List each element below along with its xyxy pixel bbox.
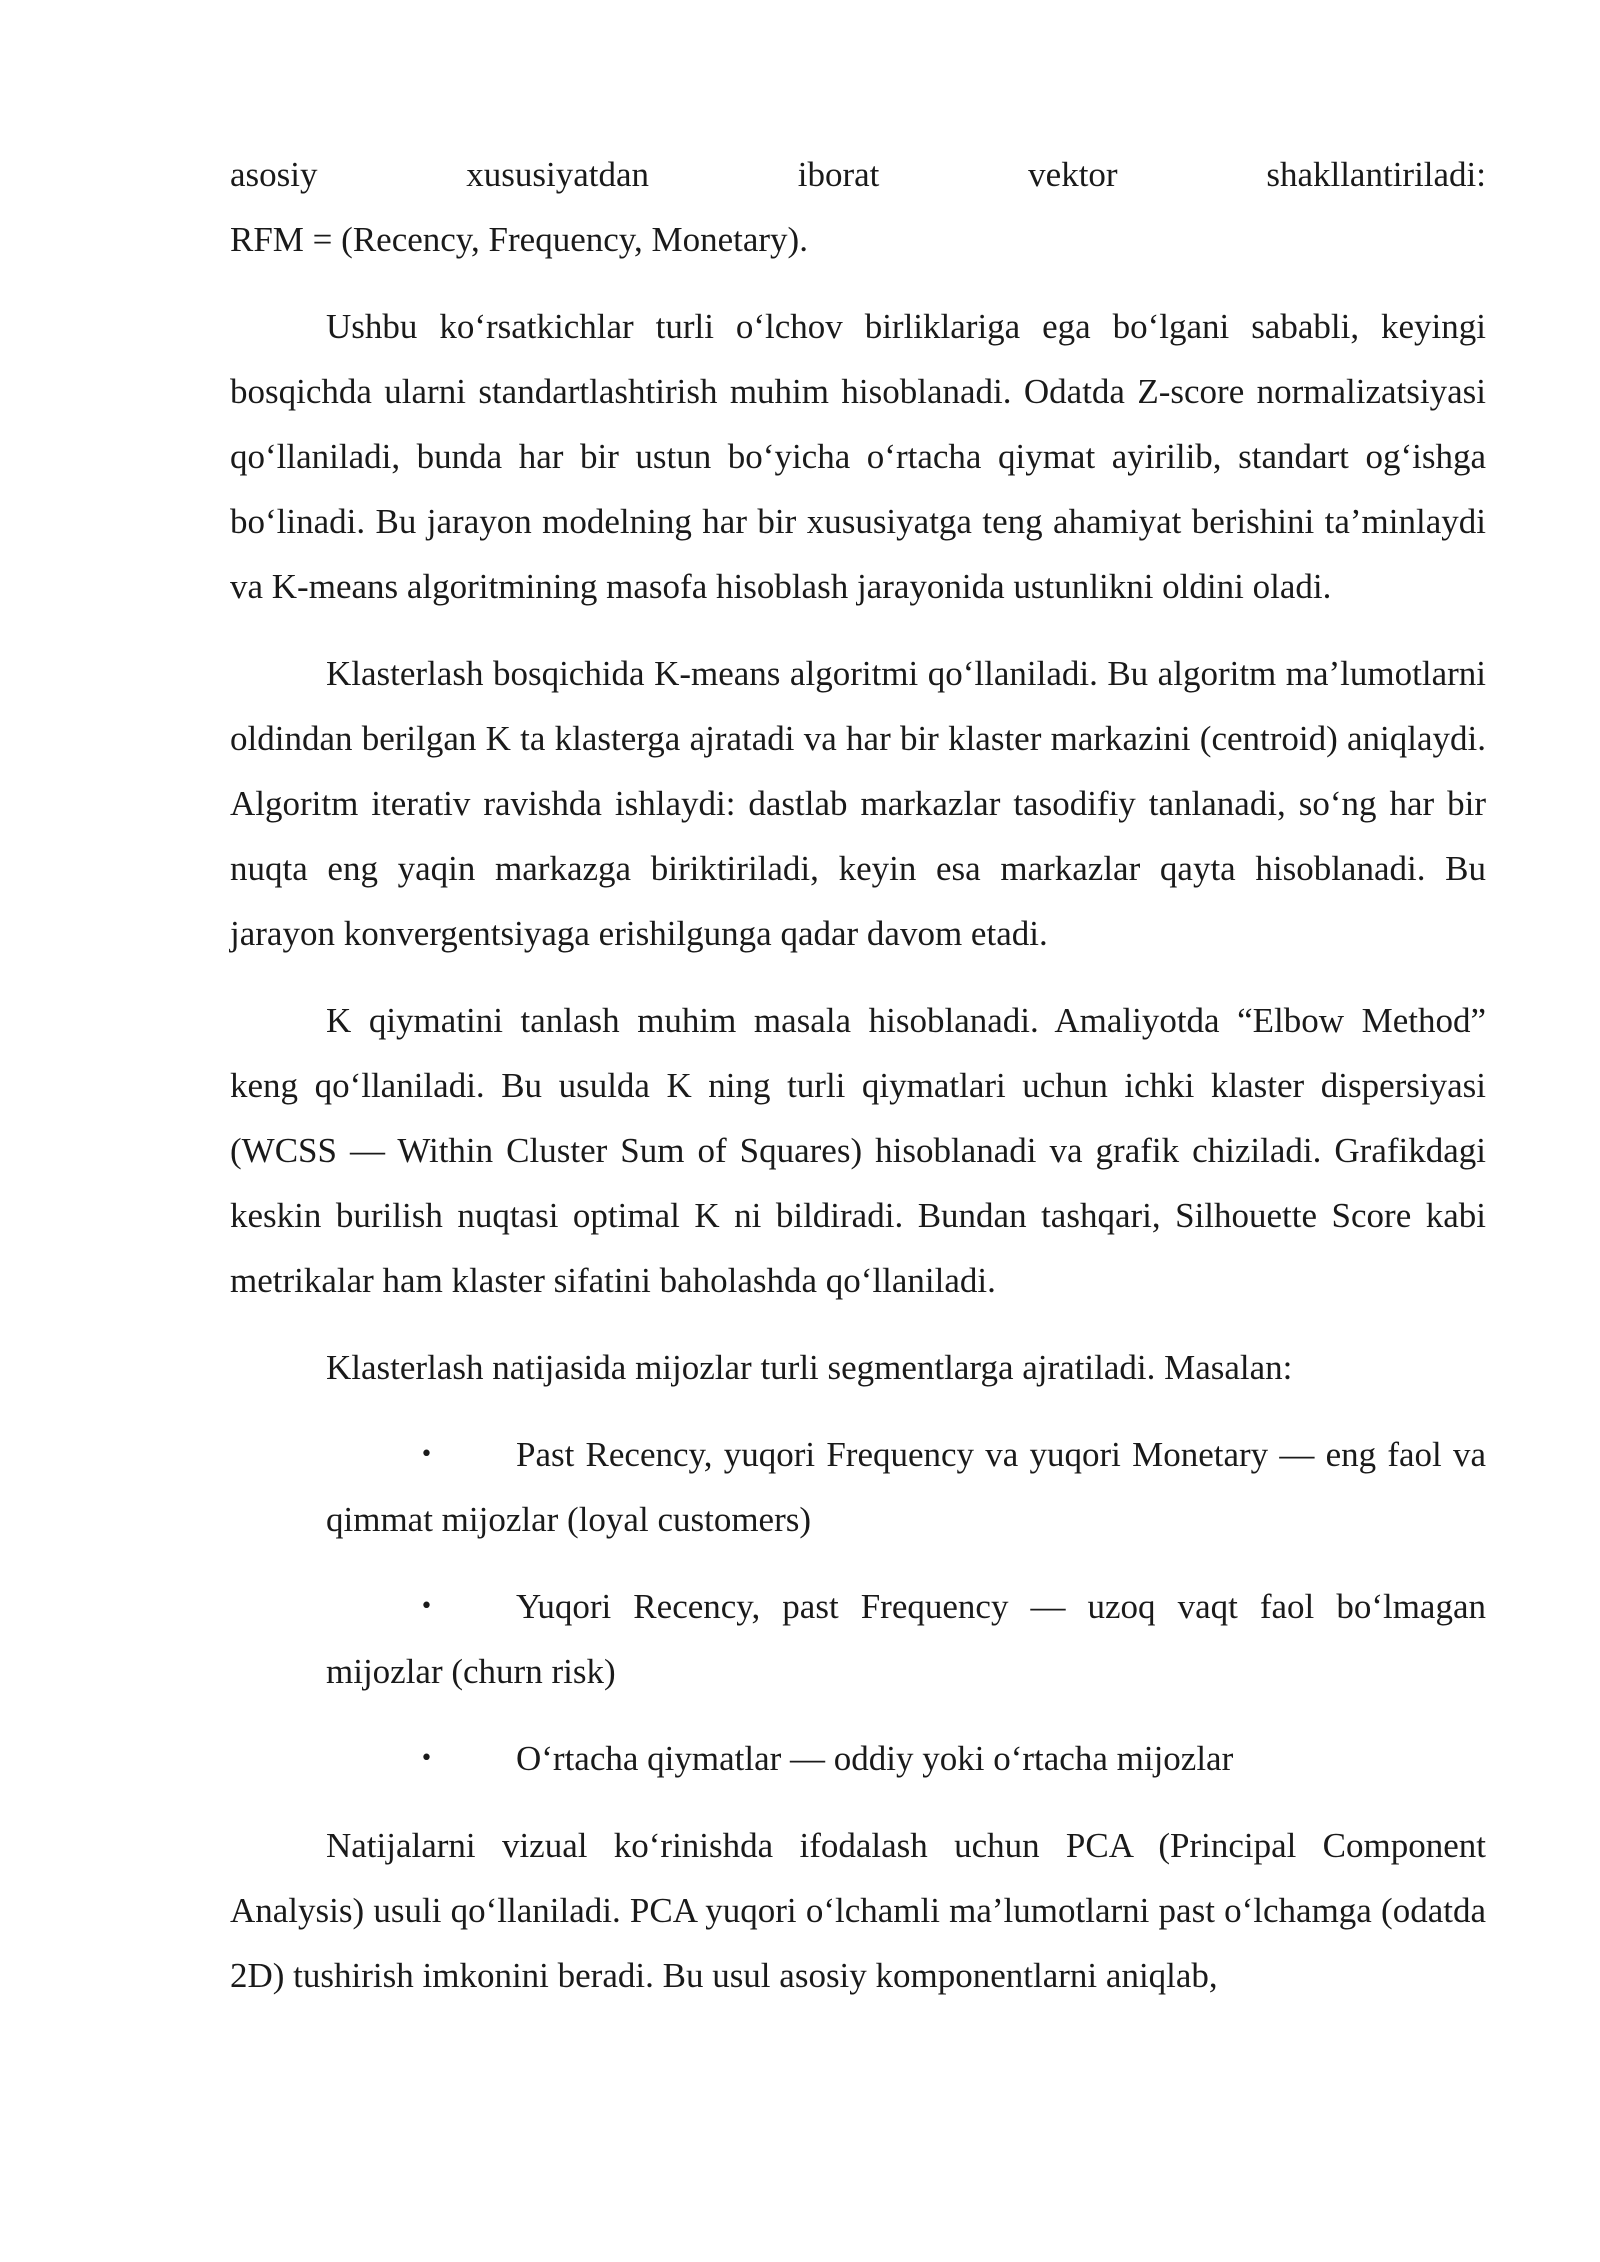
bullet-icon: • xyxy=(420,1442,433,1467)
paragraph-kmeans: Klasterlash bosqichida K-means algoritmi qoʻllaniladi. Bu algoritm ma’lumotlarni oldindan berilgan K ta klasterga ajratadi va har bir klaster markazini (centroid) aniqlaydi. Algoritm iterativ ravishda ishlaydi: dastlab markazlar tasodifiy tanlanadi, soʻng har bir nuqta eng yaqin markazga biriktiriladi, keyin esa markazlar qayta hisoblanadi. Bu jarayon konvergentsiyaga erishilgunga qadar davom etadi. xyxy=(230,654,1486,953)
paragraph-pca: Natijalarni vizual koʻrinishda ifodalash uchun PCA (Principal Component Analysis) usuli qoʻllaniladi. PCA yuqori oʻlchamli ma’lumotlarni past oʻlchamga (odatda 2D) tushirish imkonini beradi. Bu usul asosiy komponentlarni aniqlab, xyxy=(230,1826,1486,1995)
paragraph-standardization: Ushbu koʻrsatkichlar turli oʻlchov birliklariga ega boʻlgani sababli, keyingi bosqichda ularni standartlashtirish muhim hisoblanadi. Odatda Z-score normalizatsiyasi qoʻllaniladi, bunda har bir ustun boʻyicha oʻrtacha qiymat ayirilib, standart ogʻishga boʻlinadi. Bu jarayon modelning har bir xususiyatga teng ahamiyat berishini ta’minlaydi va K-means algoritmining masofa hisoblash jarayonida ustunlikni oldini oladi. xyxy=(230,307,1486,606)
list-item-text: Oʻrtacha qiymatlar — oddiy yoki oʻrtacha mijozlar xyxy=(516,1739,1234,1778)
bullet-icon: • xyxy=(420,1746,433,1771)
paragraph-segments-intro: Klasterlash natijasida mijozlar turli segmentlarga ajratiladi. Masalan: xyxy=(326,1348,1293,1387)
paragraph-elbow-method: K qiymatini tanlash muhim masala hisoblanadi. Amaliyotda “Elbow Method” keng qoʻllaniladi. Bu usulda K ning turli qiymatlari uchun ichki klaster dispersiyasi (WCSS — Within Cluster Sum of Squares) hisoblanadi va grafik chiziladi. Grafikdagi keskin burilish nuqtasi optimal K ni bildiradi. Bundan tashqari, Silhouette Score kabi metrikalar ham klaster sifatini baholashda qoʻllaniladi. xyxy=(230,1001,1486,1300)
list-item-text: Past Recency, yuqori Frequency va yuqori Monetary — eng faol va qimmat mijozlar (loyal customers) xyxy=(326,1435,1486,1539)
bullet-icon: • xyxy=(420,1594,433,1619)
text-line-rfm-formula: RFM = (Recency, Frequency, Monetary). xyxy=(230,220,808,259)
document-body xyxy=(230,142,1486,2008)
list-item xyxy=(230,1574,1486,1704)
list-item xyxy=(230,1422,1486,1552)
text-line-continuation: asosiy xususiyatdan iborat vektor shakllantiriladi: xyxy=(230,155,1486,194)
list-item-text: Yuqori Recency, past Frequency — uzoq vaqt faol boʻlmagan mijozlar (churn risk) xyxy=(326,1587,1486,1691)
list-item xyxy=(230,1726,1486,1791)
